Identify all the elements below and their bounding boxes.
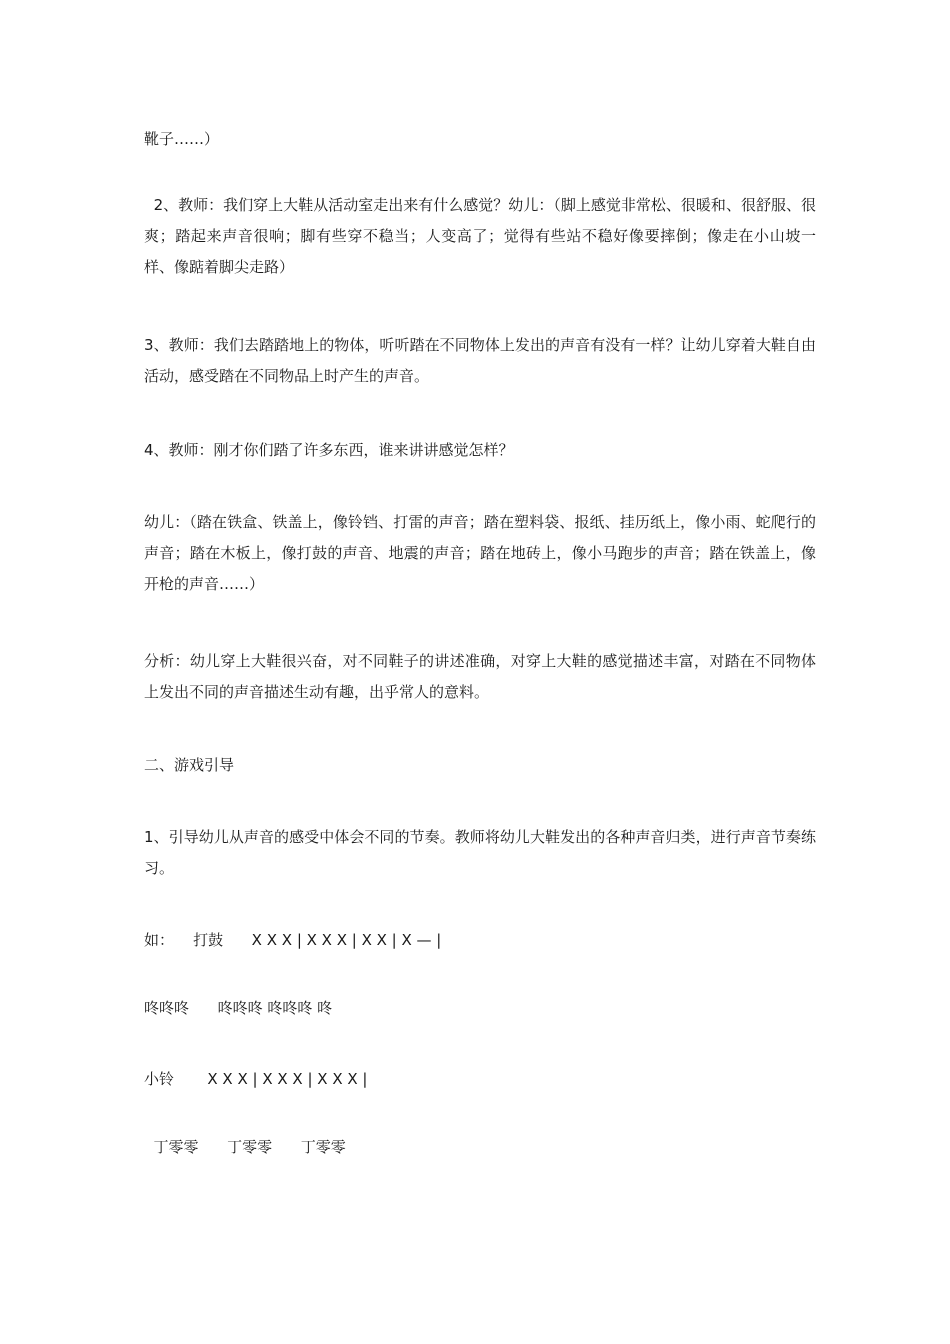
section-heading-game-guide: 二、游戏引导 xyxy=(144,756,235,774)
paragraph-item-3: 3、教师：我们去踏踏地上的物体，听听踏在不同物体上发出的声音有没有一样？让幼儿穿着大鞋自由活动，感受踏在不同物品上时产生的声音。 xyxy=(144,336,816,385)
paragraph-continuation: 靴子……） xyxy=(144,130,220,148)
paragraph-item-4: 4、教师：刚才你们踏了许多东西，谁来讲讲感觉怎样？ xyxy=(144,441,514,459)
paragraph-game-item-1: 1、引导幼儿从声音的感受中体会不同的节奏。教师将幼儿大鞋发出的各种声音归类，进行声音节奏练习。 xyxy=(144,828,816,877)
rhythm-line-bell: 小铃 X X X | X X X | X X X | xyxy=(144,1070,368,1088)
rhythm-line-drum-sounds: 咚咚咚 咚咚咚 咚咚咚 咚 xyxy=(144,999,333,1017)
paragraph-analysis: 分析：幼儿穿上大鞋很兴奋，对不同鞋子的讲述准确，对穿上大鞋的感觉描述丰富，对踏在不同物体上发出不同的声音描述生动有趣，出乎常人的意料。 xyxy=(144,652,816,701)
rhythm-line-drum: 如： 打鼓 X X X | X X X | X X | X — | xyxy=(144,931,442,949)
rhythm-line-bell-sounds: 丁零零 丁零零 丁零零 xyxy=(144,1138,346,1156)
paragraph-item-2: 2、教师：我们穿上大鞋从活动室走出来有什么感觉？幼儿：（脚上感觉非常松、很暖和、很舒服、很爽；踏起来声音很响；脚有些穿不稳当；人变高了；觉得有些站不稳好像要摔倒；像走在小山坡一样、像踮着脚尖走路） xyxy=(144,196,816,276)
paragraph-children-answers: 幼儿：（踏在铁盒、铁盖上，像铃铛、打雷的声音；踏在塑料袋、报纸、挂历纸上，像小雨、蛇爬行的声音；踏在木板上，像打鼓的声音、地震的声音；踏在地砖上，像小马跑步的声音；踏在铁盖上，像开枪的声音……） xyxy=(144,513,816,593)
